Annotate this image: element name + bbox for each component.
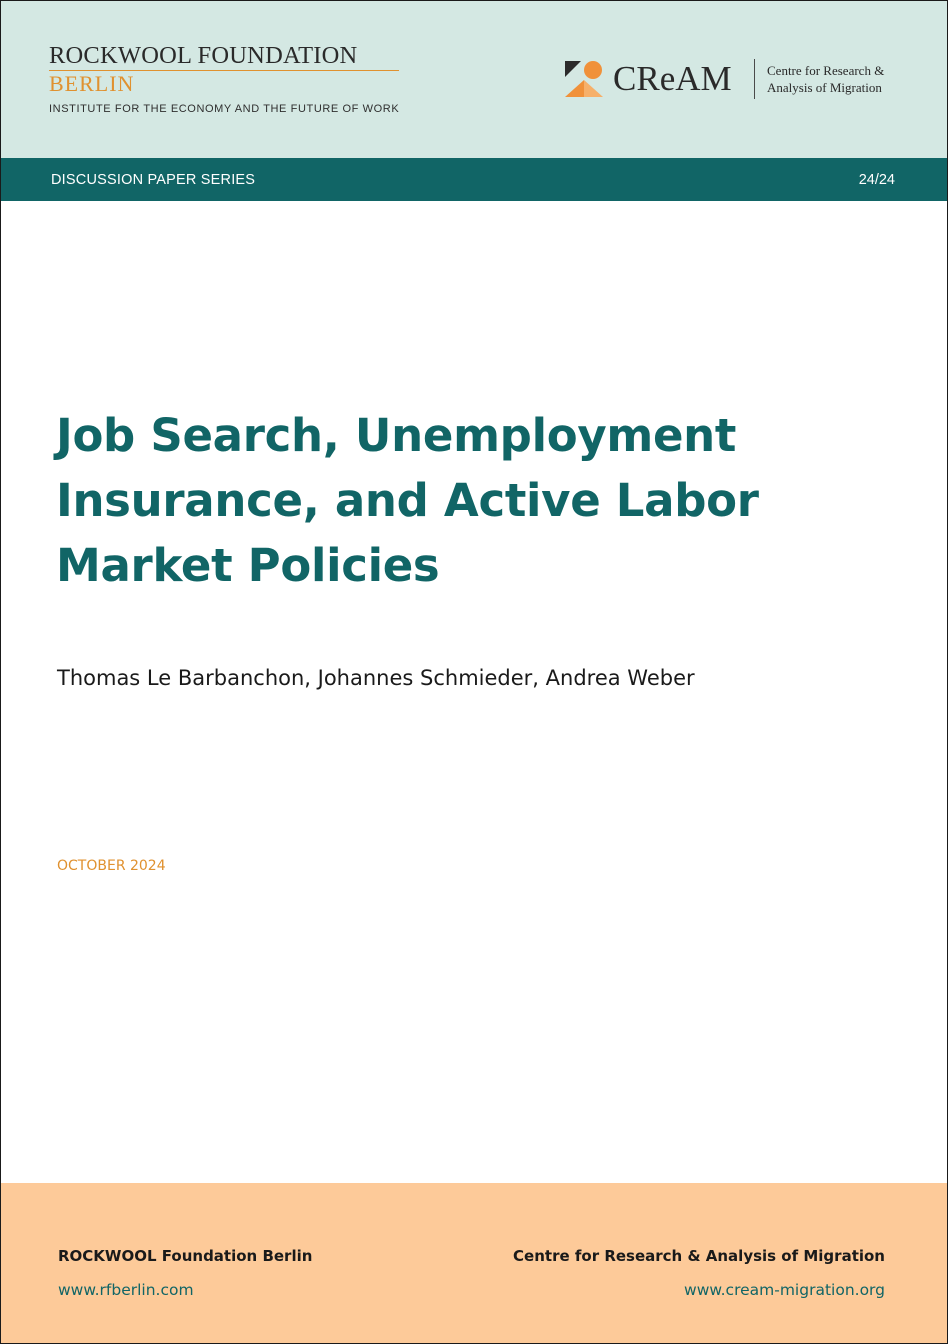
cream-logo-subtitle [767,62,884,96]
footer-band [1,1183,947,1343]
cream-logo-divider [754,59,755,99]
cream-sub-line2: Analysis of Migration [767,80,882,95]
authors: Thomas Le Barbanchon, Johannes Schmieder, Andrea Weber [57,666,695,690]
cream-sub-line1: Centre for Research & [767,63,885,78]
footer-cream-name: Centre for Research & Analysis of Migration [513,1247,885,1265]
rfb-tagline: INSTITUTE FOR THE ECONOMY AND THE FUTURE OF WORK [49,103,400,115]
series-number: 24/24 [858,172,895,188]
footer-rfb-name: ROCKWOOL Foundation Berlin [58,1247,313,1265]
rfb-logo-line2: BERLIN [49,71,135,96]
footer-cream-link[interactable]: www.cream-migration.org [684,1281,885,1299]
title-line: Market Policies [56,539,440,592]
cream-wordmark: CReAM [613,59,732,98]
header-band [1,1,947,158]
publication-date: OCTOBER 2024 [57,858,166,874]
cream-mark-icon [565,61,603,97]
rfb-logo-line1: ROCKWOOL FOUNDATION [49,43,399,71]
title-line: Job Search, Unemployment [56,409,737,462]
title-line: Insurance, and Active Labor [56,474,759,527]
footer-rfb-link[interactable]: www.rfberlin.com [58,1281,194,1299]
rockwool-foundation-logo[interactable] [49,43,399,115]
series-bar [1,158,947,201]
series-label: DISCUSSION PAPER SERIES [51,172,256,188]
paper-title [56,403,816,598]
